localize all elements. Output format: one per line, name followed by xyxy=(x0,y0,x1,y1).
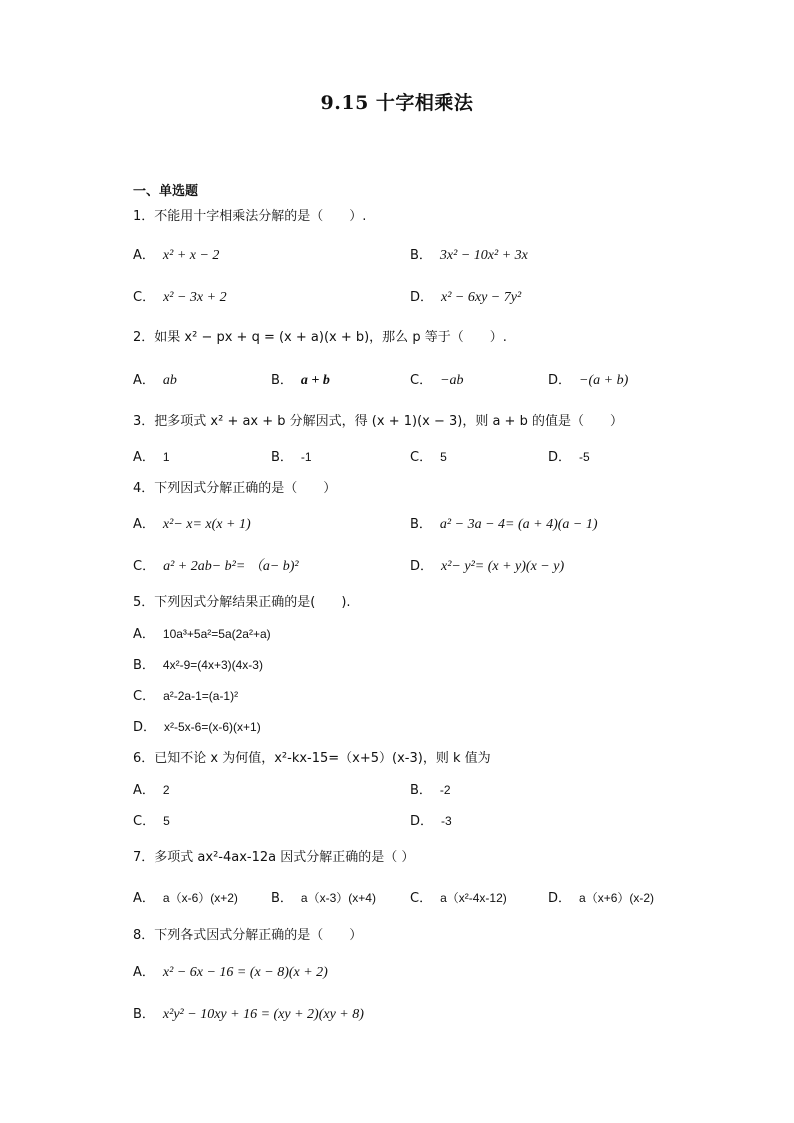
question-5-option-b[interactable] xyxy=(133,654,263,673)
option-letter: D． xyxy=(410,559,434,574)
question-7-option-d[interactable] xyxy=(548,887,654,906)
question-5-option-c[interactable] xyxy=(133,685,238,704)
question-7-option-a[interactable] xyxy=(133,887,238,906)
option-text: x²-5x-6=(x-6)(x+1) xyxy=(164,720,261,734)
question-4-option-b[interactable] xyxy=(410,513,598,533)
option-letter: B． xyxy=(271,450,293,465)
option-text: a + b xyxy=(300,373,330,388)
option-text: 4x²-9=(4x+3)(4x-3) xyxy=(162,658,263,672)
option-text: ab xyxy=(162,373,177,388)
option-text: −(a + b) xyxy=(579,373,629,388)
option-letter: B． xyxy=(271,891,293,906)
option-text: 10a³+5a²=5a(2a²+a) xyxy=(162,627,271,641)
option-letter: A． xyxy=(133,373,155,388)
question-6-option-a[interactable] xyxy=(133,779,170,798)
option-letter: D． xyxy=(548,450,572,465)
option-text: a（x²-4x-12) xyxy=(440,891,507,905)
question-2-option-c[interactable] xyxy=(410,369,464,389)
question-8-option-a[interactable] xyxy=(133,961,328,981)
question-4-stem: 4．下列因式分解正确的是（ ） xyxy=(133,481,337,496)
option-letter: A． xyxy=(133,517,155,532)
question-3-option-d[interactable] xyxy=(548,446,590,465)
question-8-option-b[interactable] xyxy=(133,1003,364,1023)
option-text: x²− x= x(x + 1) xyxy=(162,517,251,532)
option-letter: C． xyxy=(133,689,156,704)
option-letter: C． xyxy=(133,814,156,829)
option-letter: D． xyxy=(133,720,157,735)
option-text: x² − 3x + 2 xyxy=(163,290,227,305)
question-8-stem: 8．下列各式因式分解正确的是（ ） xyxy=(133,928,363,943)
option-letter: D． xyxy=(548,373,572,388)
question-6-option-c[interactable] xyxy=(133,810,170,829)
option-letter: B． xyxy=(271,373,293,388)
question-2-stem: 2．如果 x² − px + q = (x + a)(x + b)，那么 p 等于（ ）. xyxy=(133,330,507,345)
question-2-option-d[interactable] xyxy=(548,369,628,389)
question-5-option-d[interactable] xyxy=(133,716,261,735)
option-text: -2 xyxy=(439,783,451,797)
option-text: a（x-6）(x+2) xyxy=(162,891,238,905)
question-1-option-d[interactable] xyxy=(410,286,521,306)
option-text: a²-2a-1=(a-1)² xyxy=(163,689,239,703)
option-letter: A． xyxy=(133,450,155,465)
option-text: x² − 6xy − 7y² xyxy=(441,290,522,305)
option-letter: A． xyxy=(133,965,155,980)
option-text: 1 xyxy=(162,450,170,464)
option-text: a² + 2ab− b²= （a− b)² xyxy=(163,559,299,574)
option-letter: C． xyxy=(410,891,433,906)
option-letter: D． xyxy=(410,814,434,829)
question-7-option-b[interactable] xyxy=(271,887,376,906)
question-6-option-b[interactable] xyxy=(410,779,451,798)
question-1-option-a[interactable] xyxy=(133,244,219,264)
option-text: a（x+6）(x-2) xyxy=(579,891,655,905)
option-letter: B． xyxy=(410,517,432,532)
question-7-option-c[interactable] xyxy=(410,887,507,906)
question-2-option-a[interactable] xyxy=(133,369,177,389)
option-letter: A． xyxy=(133,248,155,263)
option-letter: C． xyxy=(410,450,433,465)
option-text: x² − 6x − 16 = (x − 8)(x + 2) xyxy=(162,965,328,980)
option-letter: A． xyxy=(133,891,155,906)
option-letter: C． xyxy=(133,290,156,305)
option-text: -1 xyxy=(300,450,312,464)
question-3-option-b[interactable] xyxy=(271,446,312,465)
question-5-stem: 5．下列因式分解结果正确的是( ). xyxy=(133,595,351,610)
question-4-option-d[interactable] xyxy=(410,555,564,575)
option-text: 2 xyxy=(162,783,170,797)
question-4-option-c[interactable] xyxy=(133,555,299,575)
option-letter: C． xyxy=(410,373,433,388)
option-letter: D． xyxy=(548,891,572,906)
section-heading: 一、单选题 xyxy=(133,184,199,199)
option-text: 5 xyxy=(440,450,447,464)
question-3-stem: 3．把多项式 x² + ax + b 分解因式，得 (x + 1)(x − 3)，则 a + b 的值是（ ） xyxy=(133,414,623,429)
option-text: a（x-3）(x+4) xyxy=(300,891,376,905)
option-letter: C． xyxy=(133,559,156,574)
question-5-option-a[interactable] xyxy=(133,623,271,642)
option-letter: A． xyxy=(133,783,155,798)
option-text: 5 xyxy=(163,814,170,828)
option-text: x²y² − 10xy + 16 = (xy + 2)(xy + 8) xyxy=(162,1007,364,1022)
question-2-option-b[interactable] xyxy=(271,369,330,389)
question-1-option-b[interactable] xyxy=(410,244,528,264)
question-4-option-a[interactable] xyxy=(133,513,251,533)
option-text: -3 xyxy=(441,814,452,828)
option-text: x²− y²= (x + y)(x − y) xyxy=(441,559,565,574)
question-1-option-c[interactable] xyxy=(133,286,227,306)
question-1-stem: 1．不能用十字相乘法分解的是（ ）. xyxy=(133,209,367,224)
option-letter: B． xyxy=(133,1007,155,1022)
question-3-option-a[interactable] xyxy=(133,446,170,465)
question-7-stem: 7．多项式 ax²-4ax-12a 因式分解正确的是（ ） xyxy=(133,850,415,865)
option-letter: D． xyxy=(410,290,434,305)
option-letter: B． xyxy=(133,658,155,673)
option-letter: B． xyxy=(410,248,432,263)
option-text: 3x² − 10x² + 3x xyxy=(439,248,528,263)
question-3-option-c[interactable] xyxy=(410,446,447,465)
question-6-stem: 6．已知不论 x 为何值，x²-kx-15=（x+5）(x-3)，则 k 值为 xyxy=(133,751,491,766)
page-title: 9.15 十字相乘法 xyxy=(320,92,474,114)
option-letter: B． xyxy=(410,783,432,798)
option-text: x² + x − 2 xyxy=(162,248,220,263)
question-6-option-d[interactable] xyxy=(410,810,452,829)
option-text: -5 xyxy=(579,450,590,464)
option-text: a² − 3a − 4= (a + 4)(a − 1) xyxy=(439,517,598,532)
option-text: −ab xyxy=(440,373,464,388)
option-letter: A． xyxy=(133,627,155,642)
